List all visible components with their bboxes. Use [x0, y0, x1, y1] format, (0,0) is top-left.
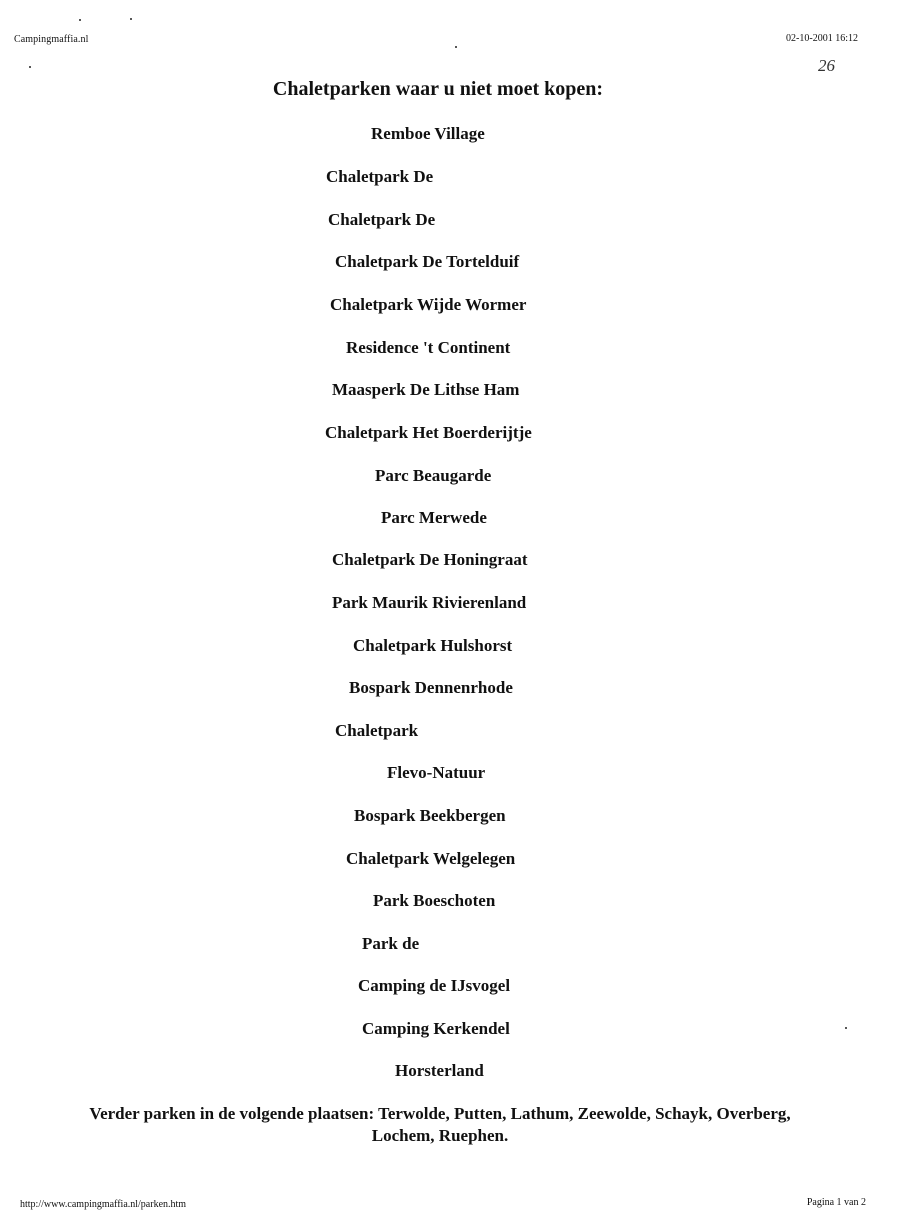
park-item: Park de [362, 934, 420, 953]
footer-page-number: Pagina 1 van 2 [806, 1197, 866, 1208]
header-datetime: 02-10-2001 16:12 [786, 33, 858, 44]
park-item: Camping Kerkendel [362, 1019, 510, 1038]
handwritten-page-mark: 26 [818, 56, 835, 75]
park-item: Residence 't Continent [346, 338, 511, 357]
park-item: Maasperk De Lithse Ham [332, 380, 520, 399]
park-item: Chaletpark Hulshorst [353, 636, 513, 655]
park-item: Chaletpark De Honingraat [332, 550, 528, 569]
scan-speck [455, 46, 457, 48]
scan-speck [845, 1027, 847, 1029]
park-item: Park Maurik Rivierenland [332, 593, 527, 612]
park-item: Bospark Dennenrhode [349, 678, 513, 697]
scan-speck [79, 19, 81, 21]
scan-speck [29, 66, 31, 68]
park-item: Chaletpark [335, 721, 419, 740]
park-item: Chaletpark Welgelegen [346, 849, 516, 868]
park-item: Bospark Beekbergen [354, 806, 506, 825]
other-locations-line-2: Lochem, Ruephen. [371, 1126, 509, 1145]
park-item: Park Boeschoten [373, 891, 496, 910]
park-item: Flevo-Natuur [387, 763, 486, 782]
other-locations-line-1: Verder parken in de volgende plaatsen: Terwolde, Putten, Lathum, Zeewolde, Schayk, Overberg, [89, 1104, 791, 1123]
park-item: Parc Beaugarde [375, 466, 492, 485]
footer-url: http://www.campingmaffia.nl/parken.htm [20, 1199, 187, 1210]
park-item: Chaletpark Het Boerderijtje [325, 423, 532, 442]
park-item: Chaletpark Wijde Wormer [330, 295, 527, 314]
other-locations-paragraph [30, 1103, 850, 1147]
park-item: Camping de IJsvogel [358, 976, 511, 995]
park-item: Chaletpark De [326, 167, 434, 186]
park-item: Chaletpark De [328, 210, 436, 229]
page-title: Chaletparken waar u niet moet kopen: [272, 78, 604, 100]
park-item: Chaletpark De Tortelduif [335, 252, 520, 271]
park-item: Horsterland [395, 1061, 484, 1080]
park-item: Remboe Village [371, 124, 485, 143]
header-site: Campingmaffia.nl [14, 34, 89, 45]
scan-speck [130, 18, 132, 20]
park-item: Parc Merwede [381, 508, 487, 527]
